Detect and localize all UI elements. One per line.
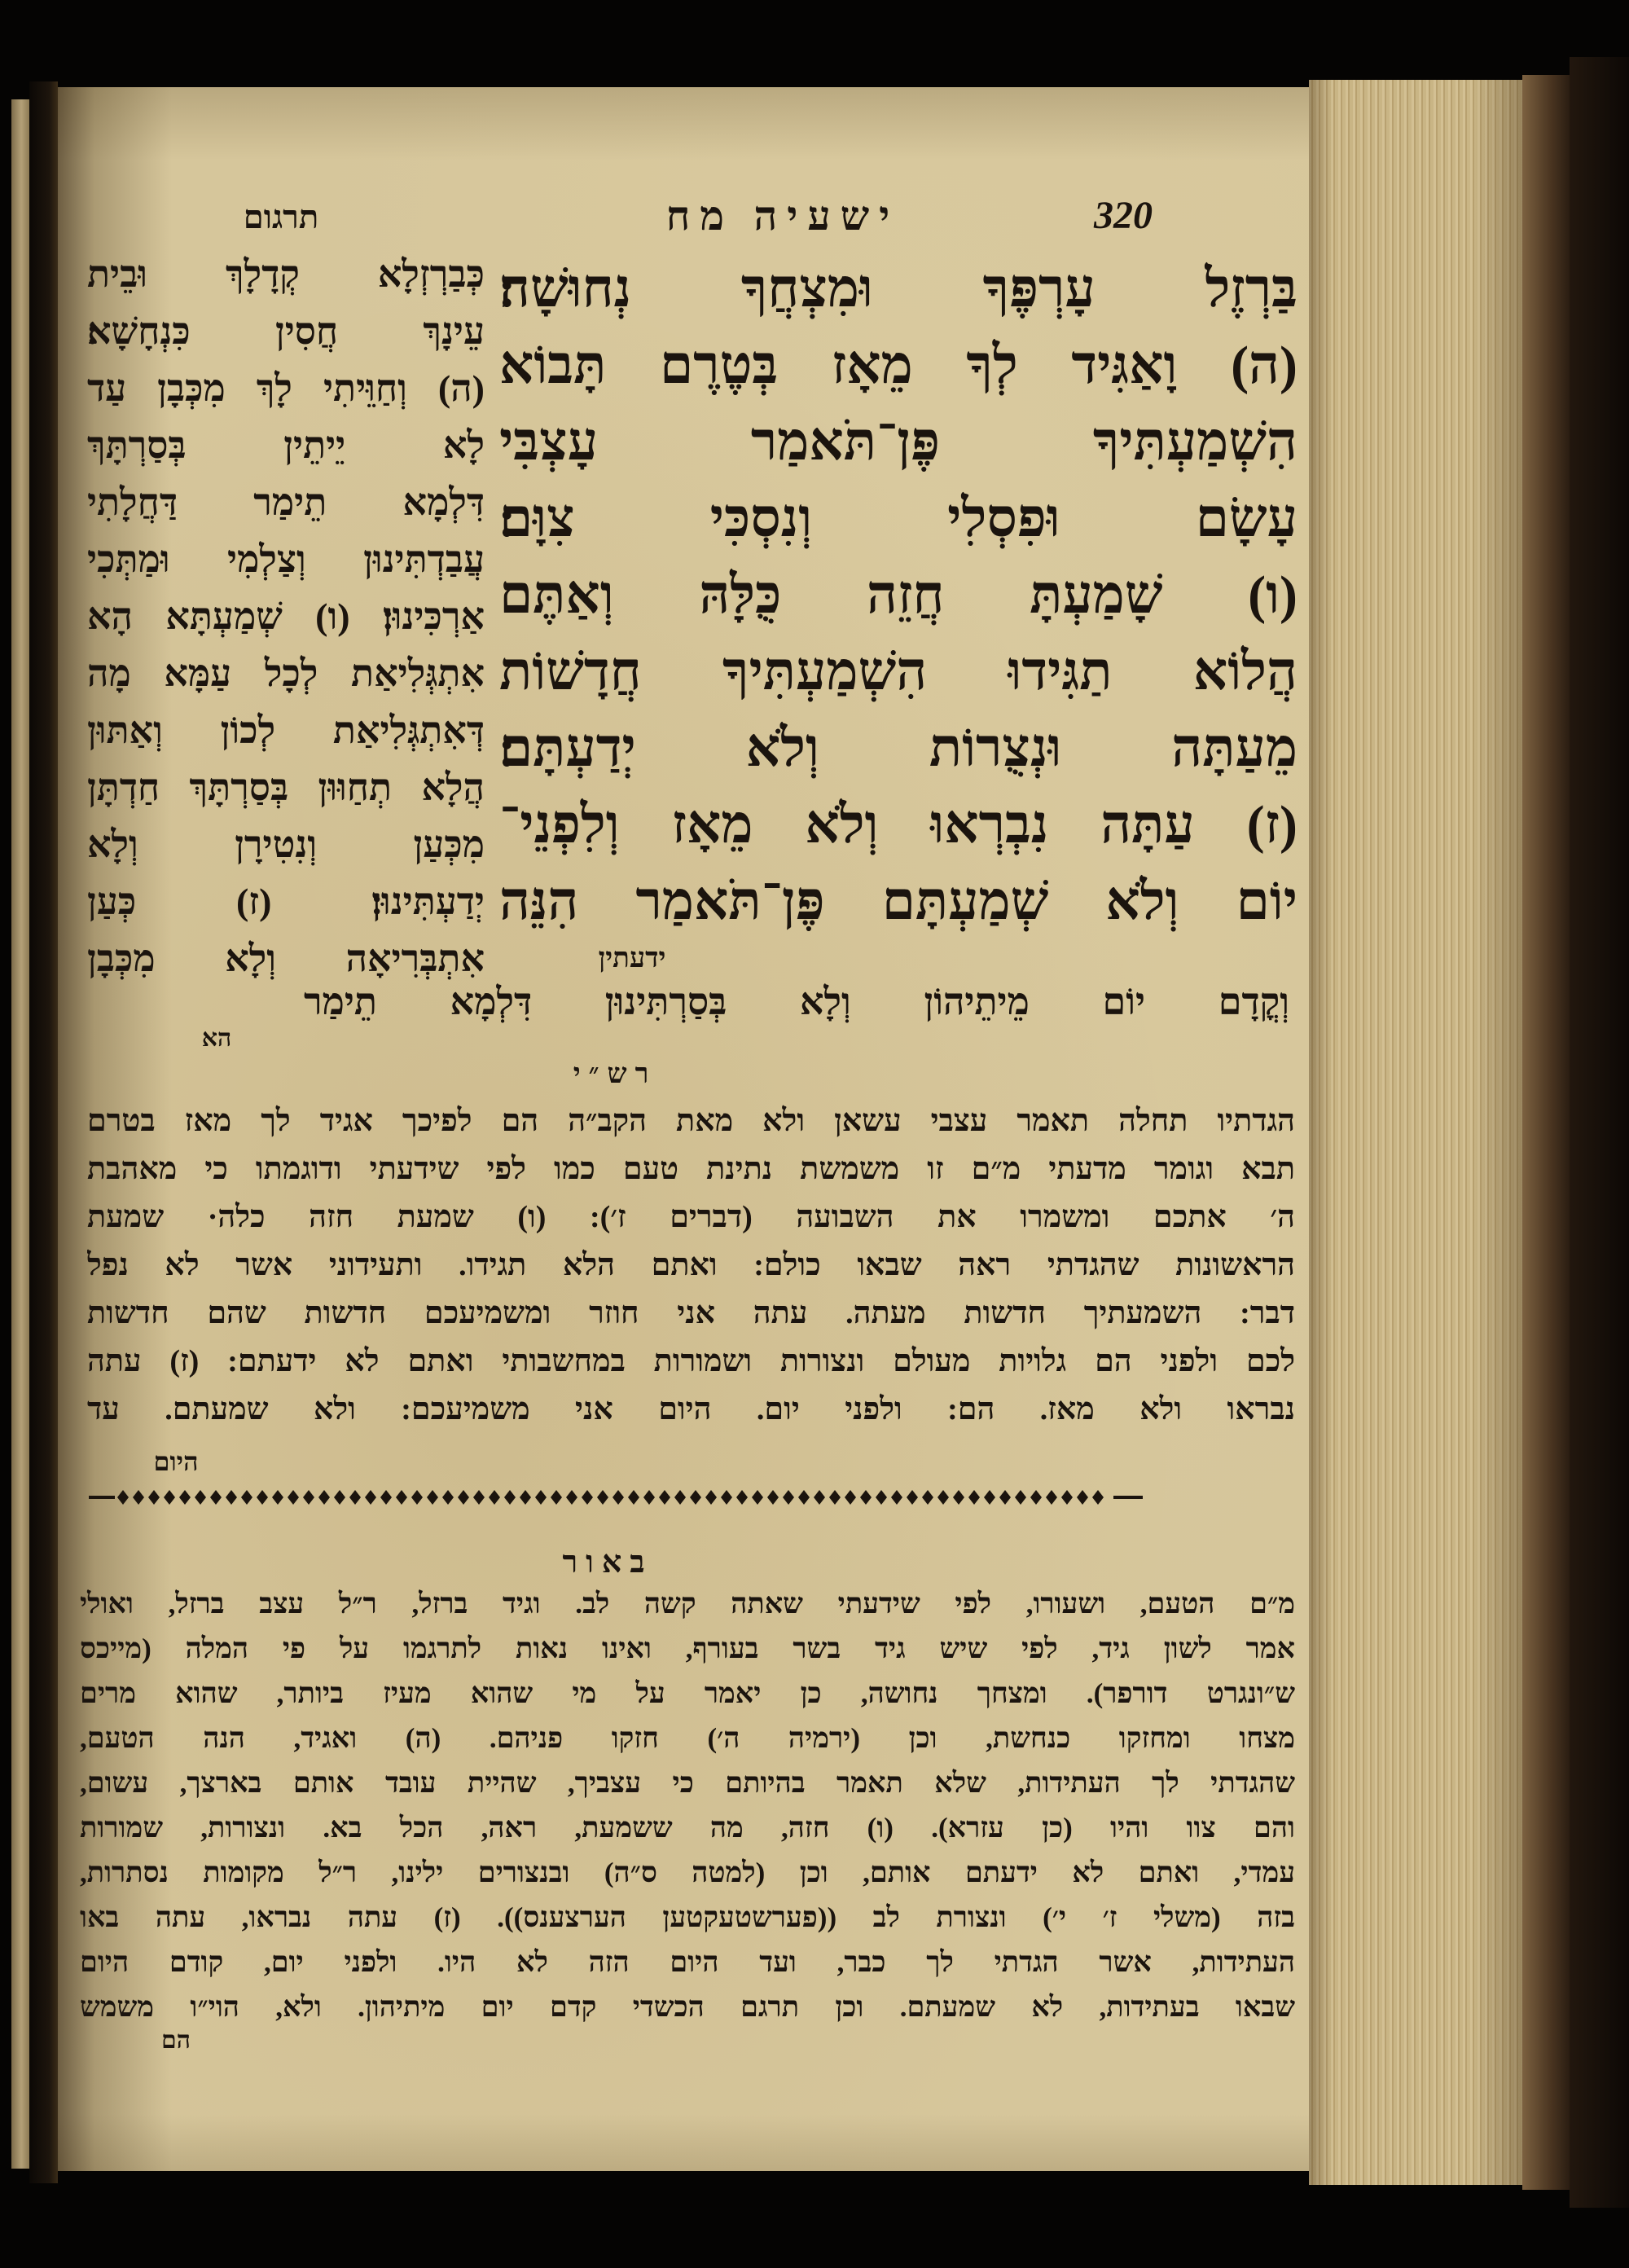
ornament-diamond — [272, 1490, 283, 1505]
ornament-diamond — [117, 1490, 129, 1505]
ornament-diamond — [674, 1490, 686, 1505]
ornament-diamond — [1046, 1490, 1057, 1505]
biur-line: בזה (משלי ז׳ י׳) ונצורת לב ((פערשטעקטען הערצענס)). (ז) עתה נבראו, עתה באו — [80, 1901, 1295, 1933]
fore-edge-shadow — [1522, 75, 1570, 2190]
ornament-diamond — [349, 1490, 361, 1505]
scripture-line: הֲלוֹא תַגִּידוּ הִשְׁמַעְתִּיךָ חֲדָשׁוֹת — [499, 642, 1297, 701]
targum-line: מִכְּעַן וְנִטִירָן וְלָא — [87, 824, 485, 865]
targum-catchword: הא — [201, 1025, 232, 1052]
rashi-line: לכם ולפני הם גלויות מעולם ונצורות ושמורות במחשבותי ואתם לא ידעתם: (ז) עתה — [87, 1344, 1295, 1378]
ornament-diamond — [907, 1490, 918, 1505]
ornament-diamond — [643, 1490, 655, 1505]
biur-line: העתידות, אשר הגדתי לך כבר, ועד היום הזה לא היו. ולפני יום, קודם היום — [80, 1946, 1295, 1978]
ornament-diamond — [303, 1490, 314, 1505]
rashi-line: ה׳ אתכם ומשמרו את השבועה (דברים ז׳): (ו) שמעת חזה כלה· שמעת — [87, 1200, 1295, 1234]
ornament-diamond — [597, 1490, 608, 1505]
ornament-diamond — [257, 1490, 268, 1505]
scripture-line: (ו) שָׁמַעְתָּ חֲזֵה כֻּלָּהּ וְאַתֶּם — [499, 565, 1297, 625]
targum-line: דִּלְמָא תֵימַר דַּחֲלָתִי — [87, 481, 485, 523]
ornament-diamond — [814, 1490, 825, 1505]
biur-line: מצחו ומחזקו כנחשת, וכן (ירמיה ה׳) חזקו פניהם. (ה) ואגיד, הנה הטעם, — [80, 1722, 1295, 1754]
ornament-diamond — [659, 1490, 670, 1505]
page-number: 320 — [1094, 194, 1153, 237]
ornament-diamond — [1015, 1490, 1026, 1505]
targum-line: כְּבַרְזְלָא קְדָלָךְ וּבֵית — [87, 253, 485, 295]
book-gutter — [29, 81, 58, 2183]
ornament-diamond — [442, 1490, 454, 1505]
ornament-diamond — [195, 1490, 206, 1505]
targum-line: אַרְכִּינוּן׃ (ו) שְׁמַעְתָּא הָא — [87, 596, 485, 637]
ornament-diamond — [396, 1490, 407, 1505]
ornament-diamond — [891, 1490, 902, 1505]
ornament-diamond — [767, 1490, 779, 1505]
ornament-diamond — [226, 1490, 237, 1505]
biur-line: שבאו בעתידות, לא שמעתם. וכן תרגם הכשדי קדם יום מיתיהון. ולא, הוי״ו משמש — [80, 1991, 1295, 2023]
ornament-diamond — [318, 1490, 330, 1505]
ornament-diamond — [1030, 1490, 1042, 1505]
ornament-diamond — [365, 1490, 376, 1505]
ornament-diamond — [752, 1490, 763, 1505]
ornament-diamond — [380, 1490, 392, 1505]
ornament-diamond — [551, 1490, 562, 1505]
ornament-diamond — [489, 1490, 500, 1505]
targum-line: הֲלָא תְחַוּוּן בְּסַרְתָּךְ חַדְתָּן — [87, 767, 485, 808]
ornament-diamond — [288, 1490, 299, 1505]
biur-line: ש״ונגרט דורפר). ומצחך נחושה, כן יאמר על מי שהוא מעיז ביותר, שהוא מרים — [80, 1677, 1295, 1709]
ornament-diamond — [829, 1490, 841, 1505]
ornament-diamond — [504, 1490, 516, 1505]
targum-line: עֵינָךְ חֲסִין כִּנְחָשָׁא׃ — [87, 310, 485, 352]
page-fore-edge — [1309, 80, 1522, 2185]
scripture-line: מֵעַתָּה וּנְצֻרוֹת וְלֹא יְדַעְתָּם׃ — [499, 719, 1297, 778]
biur-line: אמר לשון גיד, לפי שיש גיד בשר בעורף, ואינו נאות לתרגמו על פי המלה (מייכס — [80, 1633, 1295, 1664]
ornament-diamond — [164, 1490, 175, 1505]
biur-heading: באור — [562, 1545, 653, 1580]
ornament-diamond — [241, 1490, 252, 1505]
targum-line: (ה) וְחַוֵּיתִי לָךְ מִכְּבָן עַד — [87, 367, 485, 409]
ornament-diamond — [411, 1490, 423, 1505]
ornament-diamond — [210, 1490, 222, 1505]
scripture-catchword: ידעתין — [598, 943, 666, 974]
scripture-line: (ז) עַתָּה נִבְרְאוּ וְלֹא מֵאָז וְלִפְנֵי־ — [499, 795, 1297, 855]
ornament-diamond — [334, 1490, 345, 1505]
ornament-diamond — [566, 1490, 577, 1505]
ornament-diamond — [427, 1490, 438, 1505]
ornament-diamond — [613, 1490, 624, 1505]
ornament-diamond — [705, 1490, 717, 1505]
scripture-line: (ה) וָאַגִּיד לְךָ מֵאָז בְּטֶרֶם תָּבוֹא — [499, 336, 1297, 395]
biur-line: והם צוו והיו (כן עזרא). (ו) חזה, מה ששמעת, ראה, הכל בא. ונצורות, שמורות — [80, 1812, 1295, 1844]
book-cover — [1570, 57, 1629, 2208]
targum-line: לָא יֵיתֵין בְּסַרְתָּךְ — [87, 424, 485, 466]
ornament-diamond — [179, 1490, 191, 1505]
targum-line: יְדַעְתִּינוּן׃ (ז) כְּעַן — [87, 881, 485, 922]
ornament-diamond — [968, 1490, 980, 1505]
scripture-line: יוֹם וְלֹא שְׁמַעְתָּם פֶּן־תֹּאמַר הִנֵּה — [499, 872, 1297, 931]
ornament-divider — [87, 1487, 1146, 1508]
ornament-diamond — [582, 1490, 593, 1505]
rashi-heading: רש״י — [573, 1059, 657, 1089]
ornament-diamond — [690, 1490, 701, 1505]
rashi-line: הראשונות שהגדתי ראה שבאו כולם: ואתם הלא תגידו. ותעידוני אשר לא נפל — [87, 1248, 1295, 1282]
ornament-diamond — [1092, 1490, 1104, 1505]
ornament-diamond — [458, 1490, 469, 1505]
ornament-diamond — [535, 1490, 547, 1505]
header-book-chapter: ישעיה מח — [665, 193, 900, 239]
ornament-diamond — [999, 1490, 1011, 1505]
book-page — [58, 87, 1309, 2171]
ornament-diamond — [133, 1490, 144, 1505]
ornament-diamond — [984, 1490, 995, 1505]
rashi-line: הגדתיו תחלה תאמר עצבי עשאן ולא מאת הקב״ה הם לפיכך אגיד לך מאז בטרם — [87, 1104, 1295, 1138]
ornament-diamond — [860, 1490, 872, 1505]
scripture-column — [499, 251, 1297, 940]
scripture-line: עָשָׂם וּפִסְלִי וְנִסְכִּי צִוָּם׃ — [499, 489, 1297, 548]
scripture-line: הִשְׁמַעְתִּיךָ פֶּן־תֹּאמַר עָצְבִּי — [499, 412, 1297, 472]
biur-line: מ״ם הטעם, ושעורו, לפי שידעתי שאתה קשה לב. וגיד ברזל, ר״ל עצב ברזל, ואולי — [80, 1588, 1295, 1620]
ornament-diamond — [937, 1490, 949, 1505]
rashi-commentary — [87, 1097, 1295, 1434]
facing-page-edge — [11, 99, 29, 2169]
ornament-diamond — [628, 1490, 639, 1505]
rashi-line: דבר: השמעתיך חדשות מעתה. עתה אני חוזר ומשמיעכם חדשות שהם חדשות — [87, 1296, 1295, 1330]
targum-line: דְּאִתְגְּלִיאַת לְכוֹן וְאַתּוּן — [87, 710, 485, 751]
targum-line: אִתְבְּרִיאָה וְלָא מִכְּבָן — [87, 938, 485, 979]
ornament-diamond — [1077, 1490, 1088, 1505]
ornament-diamond — [1061, 1490, 1073, 1505]
biur-commentary — [80, 1581, 1295, 2029]
ornament-diamond — [953, 1490, 964, 1505]
ornament-diamond — [922, 1490, 933, 1505]
targum-column — [87, 246, 485, 987]
scripture-line: בַּרְזֶל עָרְפֶּךָ וּמִצְחֲךָ נְחוּשָׁה׃ — [499, 259, 1297, 319]
ornament-diamond — [520, 1490, 531, 1505]
ornament-diamond — [845, 1490, 856, 1505]
biur-catchword: הם — [161, 2027, 191, 2054]
ornament-diamond — [721, 1490, 732, 1505]
rashi-catchword: היום — [153, 1447, 199, 1476]
rashi-line: תבא וגומר מדעתי מ״ם זו משמשת נתינת טעם כמו לפי שידעתי ודוגמתו כי מאהבת — [87, 1152, 1295, 1186]
ornament-diamond — [473, 1490, 485, 1505]
biur-line: שהגדתי לך העתידות, שלא תאמר בהיותם כי עצביך, שהיית עובד אותם בארצך, עשום, — [80, 1767, 1295, 1799]
ornament-diamond — [783, 1490, 794, 1505]
targum-continuation-line: וְקֳדָם יוֹם מֵיתֵיהוֹן וְלָא בְּסַרְתִּינוּן דִּלְמָא תֵימַר — [304, 981, 1289, 1022]
ornament-diamond — [798, 1490, 810, 1505]
biur-line: עמדי, ואתם לא ידעתם אותם, וכן (למטה ס״ה) ובנצורים ילינו, ר״ל מקומות נסתרות, — [80, 1857, 1295, 1888]
targum-line: אִתְגְּלִיאַת לְכָל עַמָּא מָה — [87, 653, 485, 694]
ornament-diamond — [876, 1490, 887, 1505]
ornament-diamond — [148, 1490, 160, 1505]
targum-continuation — [304, 975, 1289, 1029]
rashi-line: נבראו ולא מאז. הם: ולפני יום. היום אני משמיעכם: ולא שמעתם. עד — [87, 1392, 1295, 1426]
ornament-diamond — [736, 1490, 748, 1505]
header-targum-label: תרגום — [243, 199, 319, 235]
targum-line: עֲבַדְתִּינוּן וְצַלְמִי וּמַתְּכִי — [87, 538, 485, 580]
